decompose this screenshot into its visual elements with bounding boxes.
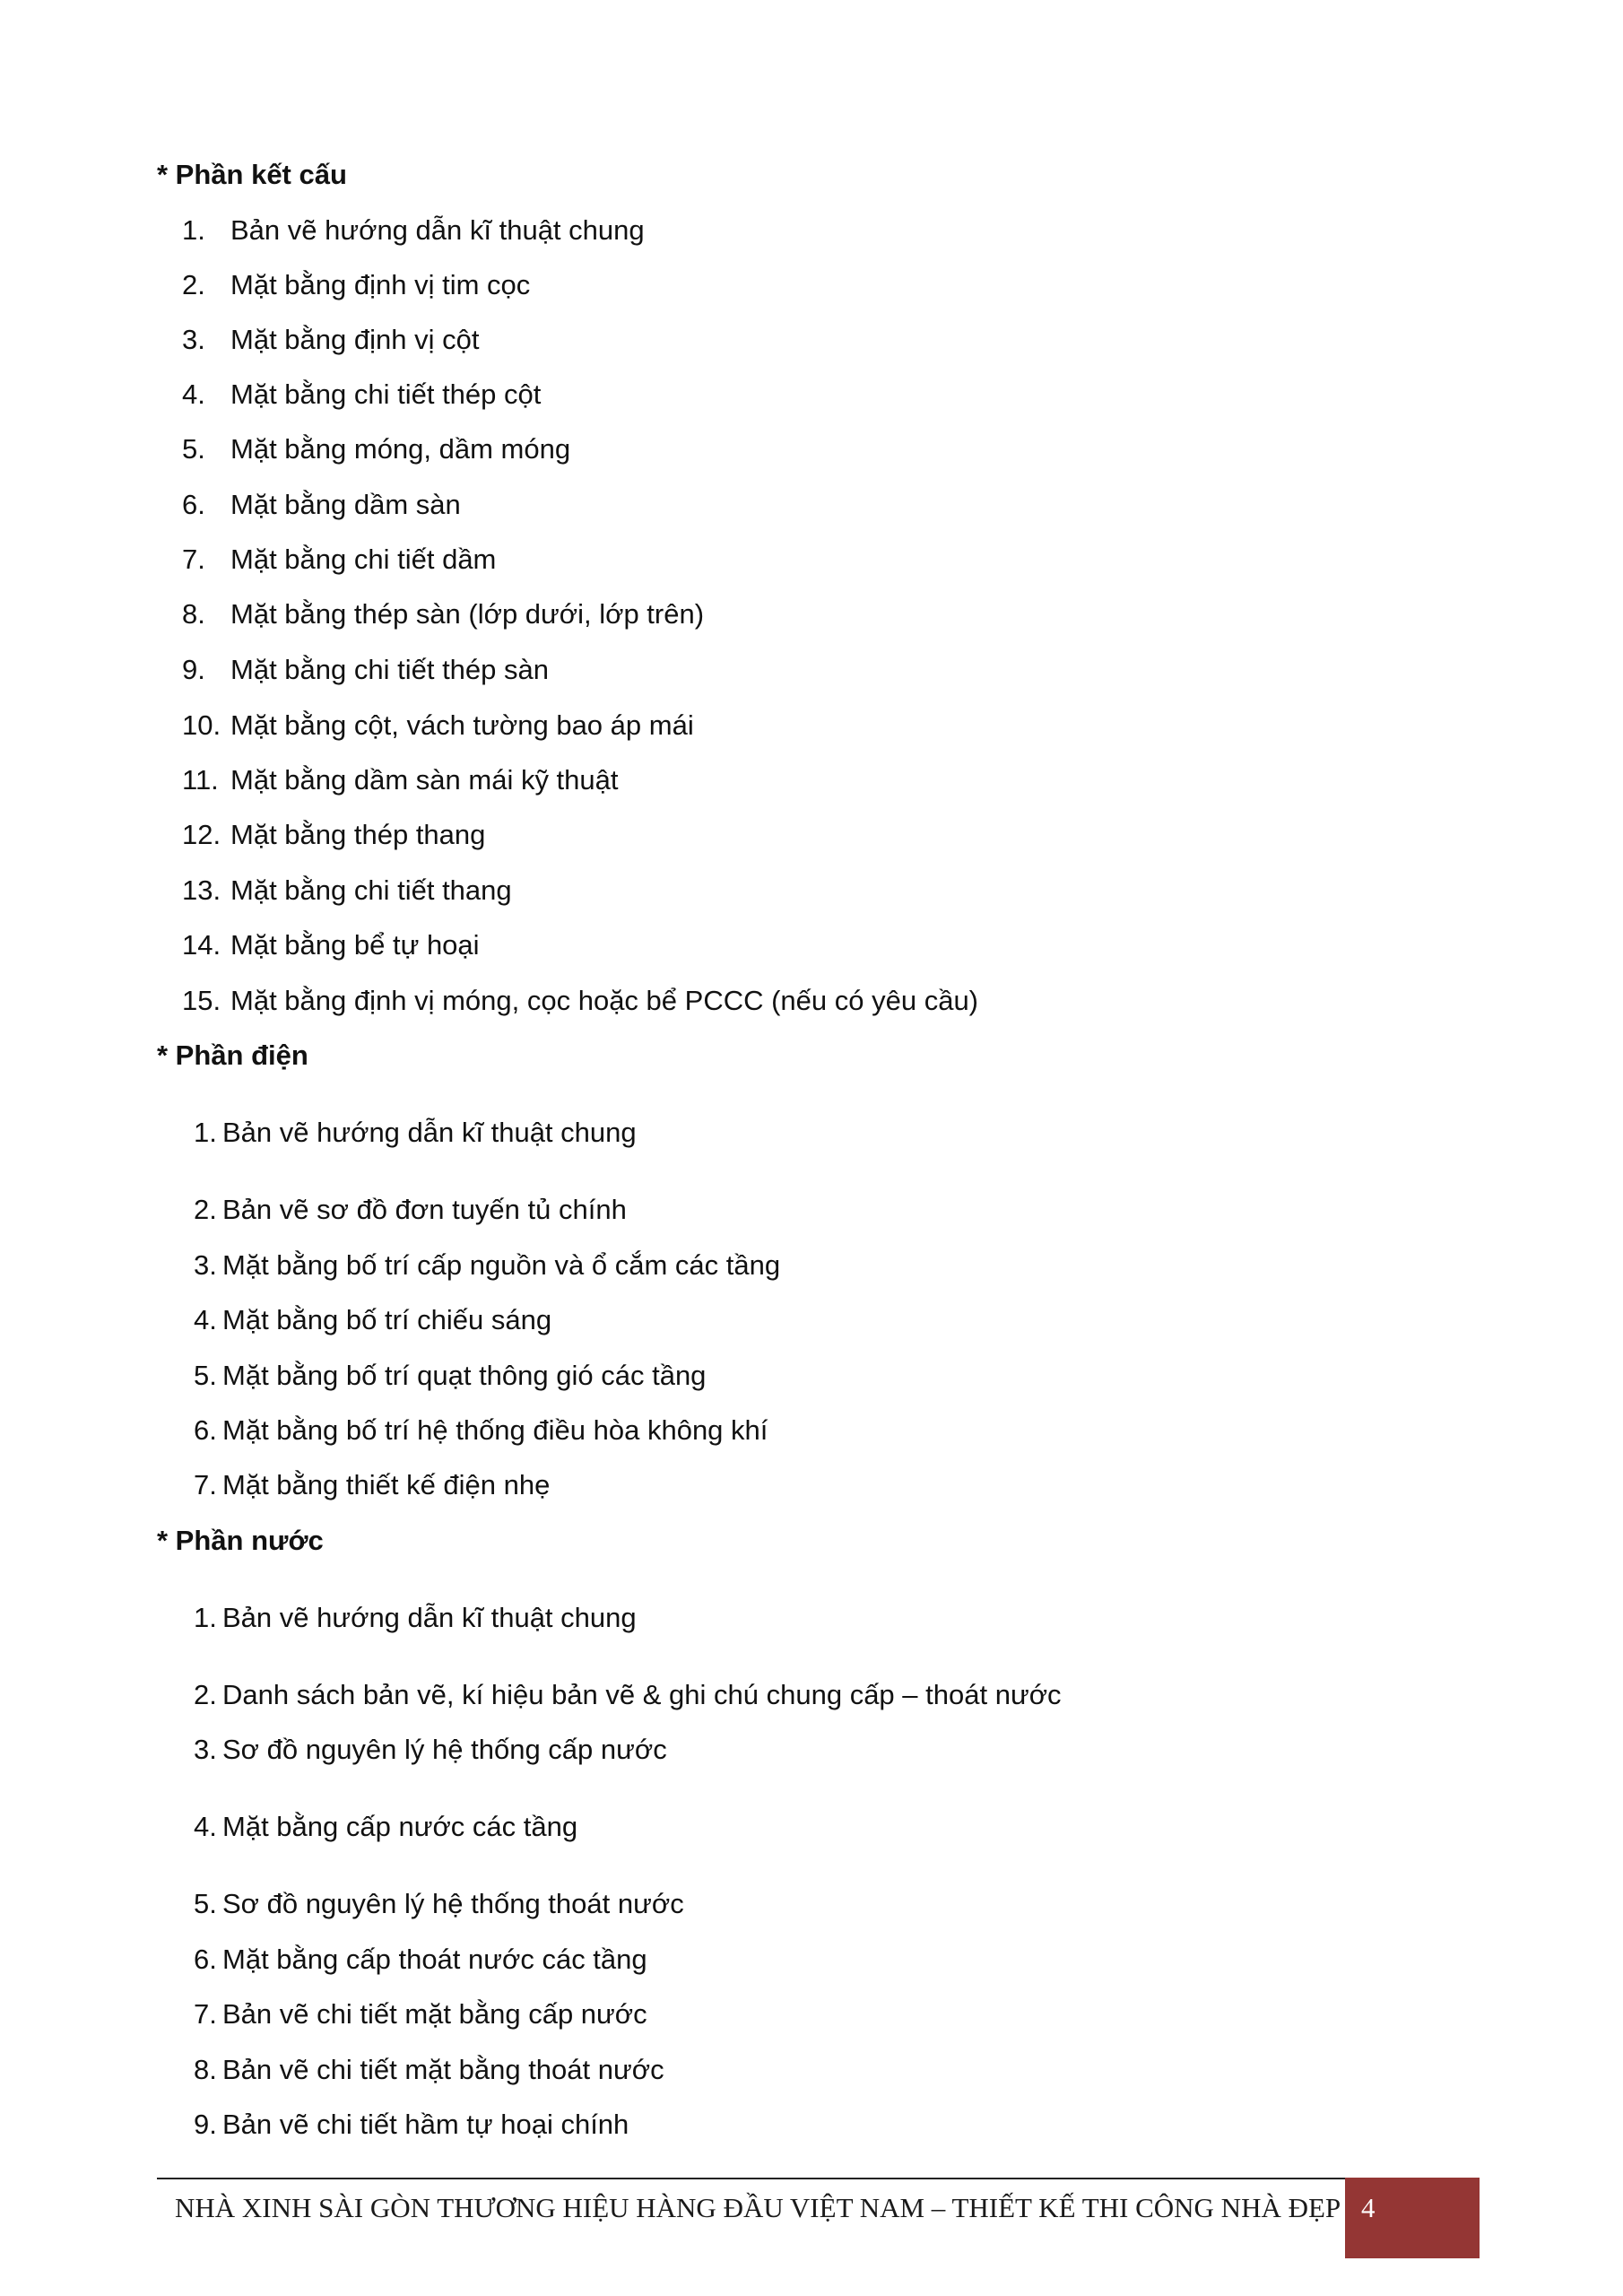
list-text: Bản vẽ hướng dẫn kĩ thuật chung (222, 1117, 637, 1148)
list-number: 4. (182, 378, 205, 410)
list-number: 6. (182, 489, 205, 520)
list-text: Mặt bằng thép sàn (lớp dưới, lớp trên) (230, 598, 705, 630)
list-number: 5. (194, 1360, 217, 1391)
list-text: Bản vẽ chi tiết mặt bằng thoát nước (222, 2054, 664, 2085)
list-text: Mặt bằng móng, dầm móng (230, 433, 571, 465)
list-text: Mặt bằng bố trí hệ thống điều hòa không khí (222, 1414, 768, 1446)
list-text: Sơ đồ nguyên lý hệ thống cấp nước (222, 1734, 667, 1765)
footer-text: NHÀ XINH SÀI GÒN THƯƠNG HIỆU HÀNG ĐẦU VIỆT NAM – THIẾT KẾ THI CÔNG NHÀ ĐẸP (175, 2192, 1341, 2223)
list-number: 5. (194, 1888, 217, 1919)
list-text: Mặt bằng thiết kế điện nhẹ (222, 1469, 551, 1500)
list-text: Mặt bằng bố trí quạt thông gió các tầng (222, 1360, 707, 1391)
list-number: 12. (182, 819, 221, 850)
list-number: 6. (194, 1414, 217, 1446)
list-text: Bản vẽ sơ đồ đơn tuyến tủ chính (222, 1194, 627, 1225)
list-text: Mặt bằng chi tiết thang (230, 874, 512, 906)
list-number: 9. (194, 2109, 217, 2140)
list-text: Mặt bằng định vị móng, cọc hoặc bể PCCC (nếu có yêu cầu) (230, 985, 979, 1016)
list-number: 2. (182, 269, 205, 300)
list-number: 4. (194, 1304, 217, 1335)
list-number: 2. (194, 1194, 217, 1225)
list-text: Mặt bằng định vị tim cọc (230, 269, 531, 300)
list-text: Sơ đồ nguyên lý hệ thống thoát nước (222, 1888, 684, 1919)
list-text: Mặt bằng chi tiết thép sàn (230, 654, 550, 685)
list-text: Mặt bằng cấp nước các tầng (222, 1811, 578, 1842)
list-text: Mặt bằng dầm sàn mái kỹ thuật (230, 764, 619, 796)
list-number: 7. (194, 1469, 217, 1500)
list-number: 7. (194, 1998, 217, 2030)
list-number: 10. (182, 709, 221, 741)
list-text: Mặt bằng cấp thoát nước các tầng (222, 1944, 647, 1975)
list-text: Bản vẽ hướng dẫn kĩ thuật chung (222, 1602, 637, 1633)
list-number: 1. (194, 1602, 217, 1633)
section-heading-water: * Phần nước (157, 1525, 324, 1556)
list-number: 3. (194, 1249, 217, 1281)
list-number: 3. (182, 324, 205, 355)
list-number: 7. (182, 544, 205, 575)
list-number: 6. (194, 1944, 217, 1975)
footer-divider (157, 2178, 1480, 2179)
list-number: 2. (194, 1679, 217, 1710)
list-text: Bản vẽ hướng dẫn kĩ thuật chung (230, 214, 645, 246)
list-number: 9. (182, 654, 205, 685)
list-text: Mặt bằng bể tự hoại (230, 929, 480, 961)
section-heading-electrical: * Phần điện (157, 1039, 308, 1071)
list-number: 1. (194, 1117, 217, 1148)
page-number: 4 (1361, 2192, 1376, 2223)
list-text: Mặt bằng bố trí chiếu sáng (222, 1304, 552, 1335)
list-text: Mặt bằng dầm sàn (230, 489, 461, 520)
list-text: Mặt bằng định vị cột (230, 324, 480, 355)
list-text: Mặt bằng chi tiết dầm (230, 544, 497, 575)
list-number: 3. (194, 1734, 217, 1765)
list-text: Mặt bằng thép thang (230, 819, 486, 850)
section-heading-structure: * Phần kết cấu (157, 159, 347, 190)
list-text: Danh sách bản vẽ, kí hiệu bản vẽ & ghi chú chung cấp – thoát nước (222, 1679, 1062, 1710)
list-number: 11. (182, 764, 219, 796)
list-number: 15. (182, 985, 221, 1016)
list-text: Bản vẽ chi tiết hầm tự hoại chính (222, 2109, 629, 2140)
list-number: 14. (182, 929, 221, 961)
page-number-box (1345, 2178, 1480, 2258)
list-text: Mặt bằng cột, vách tường bao áp mái (230, 709, 694, 741)
list-text: Mặt bằng bố trí cấp nguồn và ổ cắm các tầng (222, 1249, 781, 1281)
list-number: 5. (182, 433, 205, 465)
list-number: 13. (182, 874, 221, 906)
list-text: Mặt bằng chi tiết thép cột (230, 378, 542, 410)
list-number: 8. (182, 598, 205, 630)
list-number: 1. (182, 214, 205, 246)
list-number: 4. (194, 1811, 217, 1842)
list-text: Bản vẽ chi tiết mặt bằng cấp nước (222, 1998, 647, 2030)
list-number: 8. (194, 2054, 217, 2085)
